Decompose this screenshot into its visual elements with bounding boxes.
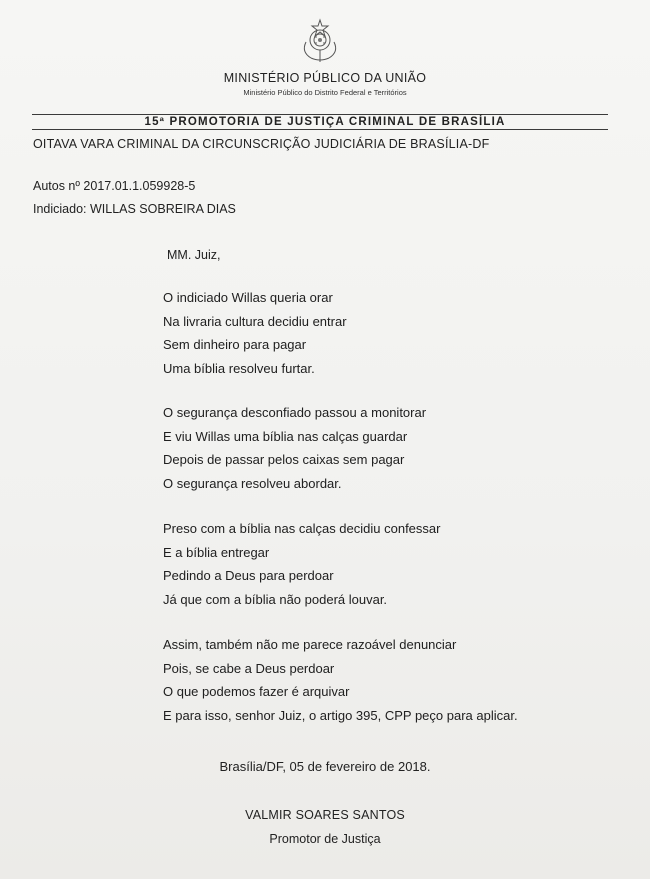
verse-line: Pedindo a Deus para perdoar <box>163 568 334 583</box>
verse-line: Na livraria cultura decidiu entrar <box>163 313 347 329</box>
org-title: MINISTÉRIO PÚBLICO DA UNIÃO <box>223 71 427 85</box>
verse-line: E para isso, senhor Juiz, o artigo 395, CPP peço para aplicar. <box>163 707 518 723</box>
salutation: MM. Juiz, <box>167 248 221 262</box>
verse-line: Pois, se cabe a Deus perdoar <box>163 660 335 676</box>
verse-line: E viu Willas uma bíblia nas calças guardar <box>163 428 408 444</box>
verse-line: Já que com a bíblia não poderá louvar. <box>163 591 388 607</box>
header-rule-bottom <box>32 129 608 130</box>
verse-line: Preso com a bíblia nas calças decidiu confessar <box>163 521 441 536</box>
court-name: OITAVA VARA CRIMINAL DA CIRCUNSCRIÇÃO JUDICIÁRIA DE BRASÍLIA-DF <box>33 137 490 151</box>
stanza-3 <box>163 517 440 611</box>
verse-line: O segurança desconfiado passou a monitorar <box>163 405 427 420</box>
stanza-4 <box>163 633 518 727</box>
stanza-2 <box>163 401 426 495</box>
verse-line: Depois de passar pelos caixas sem pagar <box>163 452 405 467</box>
signer-role: Promotor de Justiça <box>269 832 381 846</box>
verse-line: O que podemos fazer é arquivar <box>163 684 350 699</box>
verse-line: Sem dinheiro para pagar <box>163 337 307 352</box>
defendant: Indiciado: WILLAS SOBREIRA DIAS <box>33 202 236 216</box>
signer-name: VALMIR SOARES SANTOS <box>245 808 405 822</box>
verse-line: Assim, também não me parece razoável denunciar <box>163 637 457 652</box>
header-rule-top <box>32 114 608 115</box>
org-subtitle: Ministério Público do Distrito Federal e Territórios <box>243 88 407 97</box>
verse-line: E a bíblia entregar <box>163 544 270 560</box>
verse-line: O indiciado Willas queria orar <box>163 290 333 305</box>
stanza-1 <box>163 286 347 380</box>
document-date: Brasília/DF, 05 de fevereiro de 2018. <box>219 759 431 774</box>
coat-of-arms-icon <box>297 18 343 64</box>
verse-line: O segurança resolveu abordar. <box>163 475 342 491</box>
promotoria-title: 15ª PROMOTORIA DE JUSTIÇA CRIMINAL DE BRASÍLIA <box>144 116 506 128</box>
case-number: Autos nº 2017.01.1.059928-5 <box>33 179 196 193</box>
verse-line: Uma bíblia resolveu furtar. <box>163 360 315 376</box>
